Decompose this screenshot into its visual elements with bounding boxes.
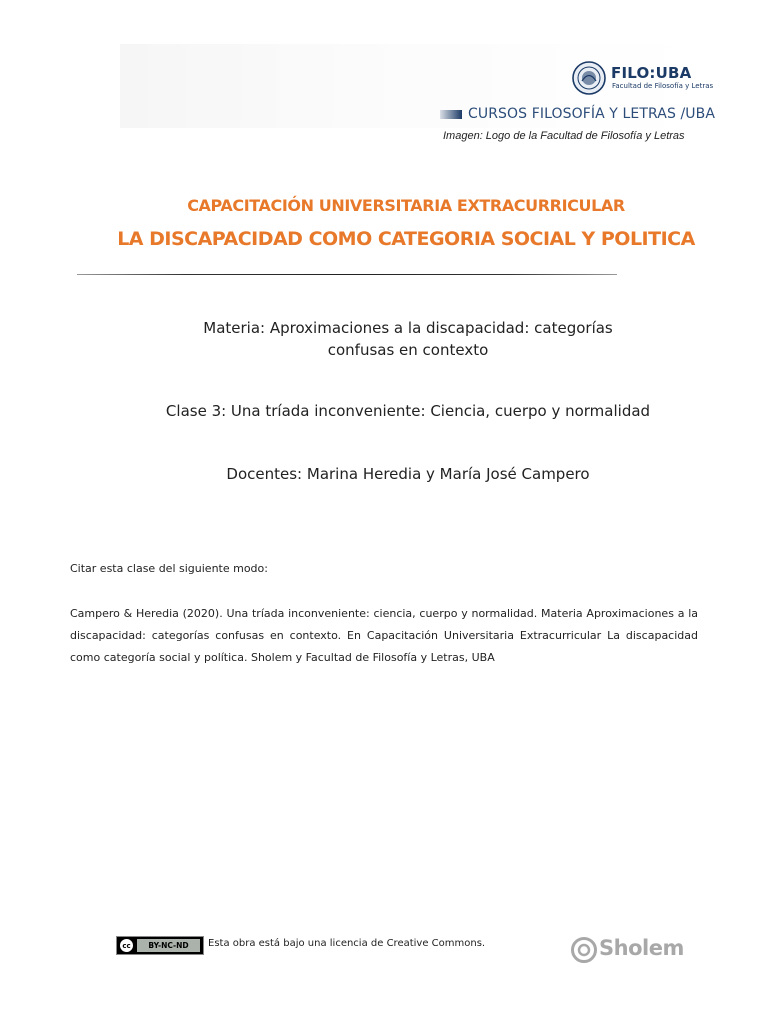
license-text: Esta obra está bajo una licencia de Creative Commons. xyxy=(208,938,486,949)
clase-title: Clase 3: Una tríada inconveniente: Ciencia, cuerpo y normalidad xyxy=(165,402,651,420)
faculty-logo-name: FILO:UBA xyxy=(611,64,692,82)
citation-text: Campero & Heredia (2020). Una tríada inconveniente: ciencia, cuerpo y normalidad. Materia Aproximaciones a la discapacidad: categorías confusas en contexto. En Capacitación Universitaria Extracurricular La discapacidad como categoría social y política. Sholem y Facultad de Filosofía y Letras, UBA xyxy=(70,607,698,664)
citation-intro: Citar esta clase del siguiente modo: xyxy=(70,562,268,575)
uba-seal-icon xyxy=(572,61,606,95)
cursos-bar-graphic xyxy=(440,110,462,119)
cc-symbol: cc xyxy=(119,938,134,953)
sholem-logo-text: Sholem xyxy=(599,936,684,960)
faculty-logo-subtitle: Facultad de Filosofía y Letras xyxy=(612,82,714,90)
materia-line-2: confusas en contexto xyxy=(327,341,489,359)
materia-line-1: Materia: Aproximaciones a la discapacidad: categorías xyxy=(203,319,613,337)
docentes-line: Docentes: Marina Heredia y María José Campero xyxy=(226,465,590,483)
cc-license-terms: BY-NC-ND xyxy=(137,939,200,952)
program-title: CAPACITACIÓN UNIVERSITARIA EXTRACURRICULAR xyxy=(187,196,625,215)
creative-commons-icon[interactable] xyxy=(116,936,204,955)
sholem-logo-icon xyxy=(571,937,597,963)
cursos-heading: CURSOS FILOSOFÍA Y LETRAS /UBA xyxy=(468,106,716,122)
title-divider xyxy=(77,274,617,275)
course-title: LA DISCAPACIDAD COMO CATEGORIA SOCIAL Y POLITICA xyxy=(117,228,695,250)
logo-caption: Imagen: Logo de la Facultad de Filosofía y Letras xyxy=(443,130,685,142)
